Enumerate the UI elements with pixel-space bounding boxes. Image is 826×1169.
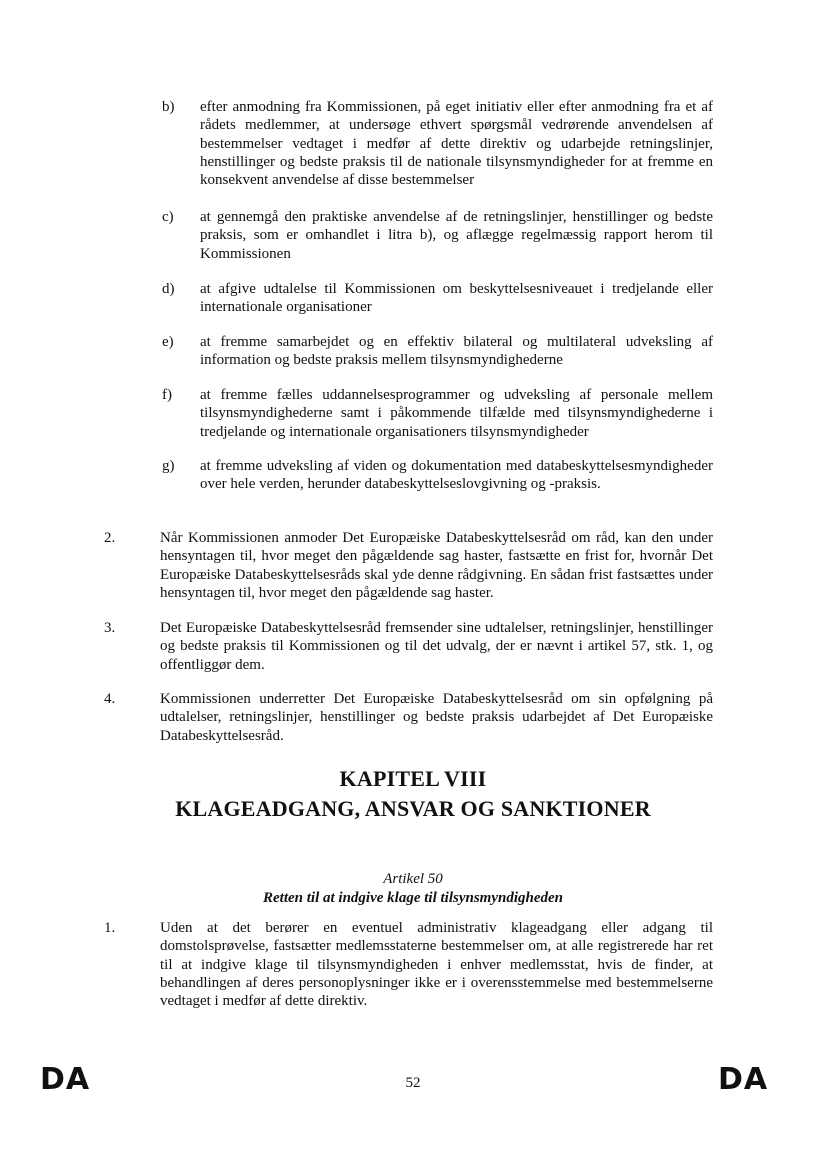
item-label: f) (162, 387, 172, 403)
item-label: c) (162, 209, 174, 225)
language-code-left: DA (40, 1062, 91, 1097)
article-number: Artikel 50 (383, 871, 443, 887)
paragraph-text: Når Kommissionen anmoder Det Europæiske Databeskyttelsesråd om råd, kan den under hensyntagen til, hvor meget den pågældende sag haster, fastsætte en frist for, hvornår Det Europæiske Databeskyttelsesråds skal yde denne rådgivning. En sådan frist fastsættes under hensyntagen til, hvor meget den pågældende sag haster. (160, 530, 713, 601)
chapter-number: KAPITEL VIII (339, 766, 487, 791)
item-text: at fremme samarbejdet og en effektiv bilateral og multilateral udveksling af information og bedste praksis mellem tilsynsmyndighederne (200, 334, 713, 369)
article-title: Retten til at indgive klage til tilsynsmyndigheden (263, 890, 563, 906)
item-text: efter anmodning fra Kommissionen, på eget initiativ eller efter anmodning fra et af rådets medlemmer, at undersøge ethvert spørgsmål vedrørende anvendelsen af bestemmelser vedtaget i medfør af dette direktiv og udarbejde retningslinjer, henstillinger og bedste praksis til de nationale tilsynsmyndigheder for at fremme en konsekvent anvendelse af disse bestemmelser (200, 99, 713, 189)
item-label: d) (162, 281, 175, 297)
chapter-title: KLAGEADGANG, ANSVAR OG SANKTIONER (175, 796, 651, 821)
paragraph-text: Kommissionen underretter Det Europæiske Databeskyttelsesråd om sin opfølgning på udtalelser, retningslinjer, henstillinger og bedste praksis udarbejdet af Det Europæiske Databeskyttelsesråd. (160, 691, 713, 744)
paragraph-label: 3. (104, 620, 116, 636)
language-code-right: DA (718, 1062, 769, 1097)
paragraph-text: Uden at det berører en eventuel administrativ klageadgang eller adgang til domstolsprøvelse, fastsætter medlemsstaterne bestemmelser om, at alle registrerede har ret til at indgive klage til tilsynsmyndigheden i enhver medlemsstat, hvis de finder, at behandlingen af deres personoplysninger ikke er i overensstemmelse med bestemmelserne vedtaget i medfør af dette direktiv. (160, 920, 713, 1010)
paragraph-text: Det Europæiske Databeskyttelsesråd fremsender sine udtalelser, retningslinjer, henstillinger og bedste praksis til Kommissionen og til det udvalg, der er nævnt i artikel 57, stk. 1, og offentliggør dem. (160, 620, 713, 673)
paragraph-label: 1. (104, 920, 116, 936)
item-text: at gennemgå den praktiske anvendelse af de retningslinjer, henstillinger og bedste praksis, som er omhandlet i litra b), og aflægge regelmæssig rapport herom til Kommissionen (200, 209, 713, 262)
item-text: at fremme fælles uddannelsesprogrammer og udveksling af personale mellem tilsynsmyndighederne samt i påkommende tilfælde med tilsynsmyndighederne i tredjelande og internationale organisationers tilsynsmyndigheder (200, 387, 713, 440)
item-text: at fremme udveksling af viden og dokumentation med databeskyttelsesmyndigheder over hele verden, herunder databeskyttelseslovgivning og -praksis. (200, 458, 713, 493)
item-label: b) (162, 99, 175, 115)
item-label: g) (162, 458, 175, 474)
paragraph-label: 4. (104, 691, 116, 707)
item-text: at afgive udtalelse til Kommissionen om beskyttelsesniveauet i tredjelande eller internationale organisationer (200, 281, 713, 316)
item-label: e) (162, 334, 174, 350)
paragraph-label: 2. (104, 530, 116, 546)
page-number: 52 (405, 1075, 421, 1091)
